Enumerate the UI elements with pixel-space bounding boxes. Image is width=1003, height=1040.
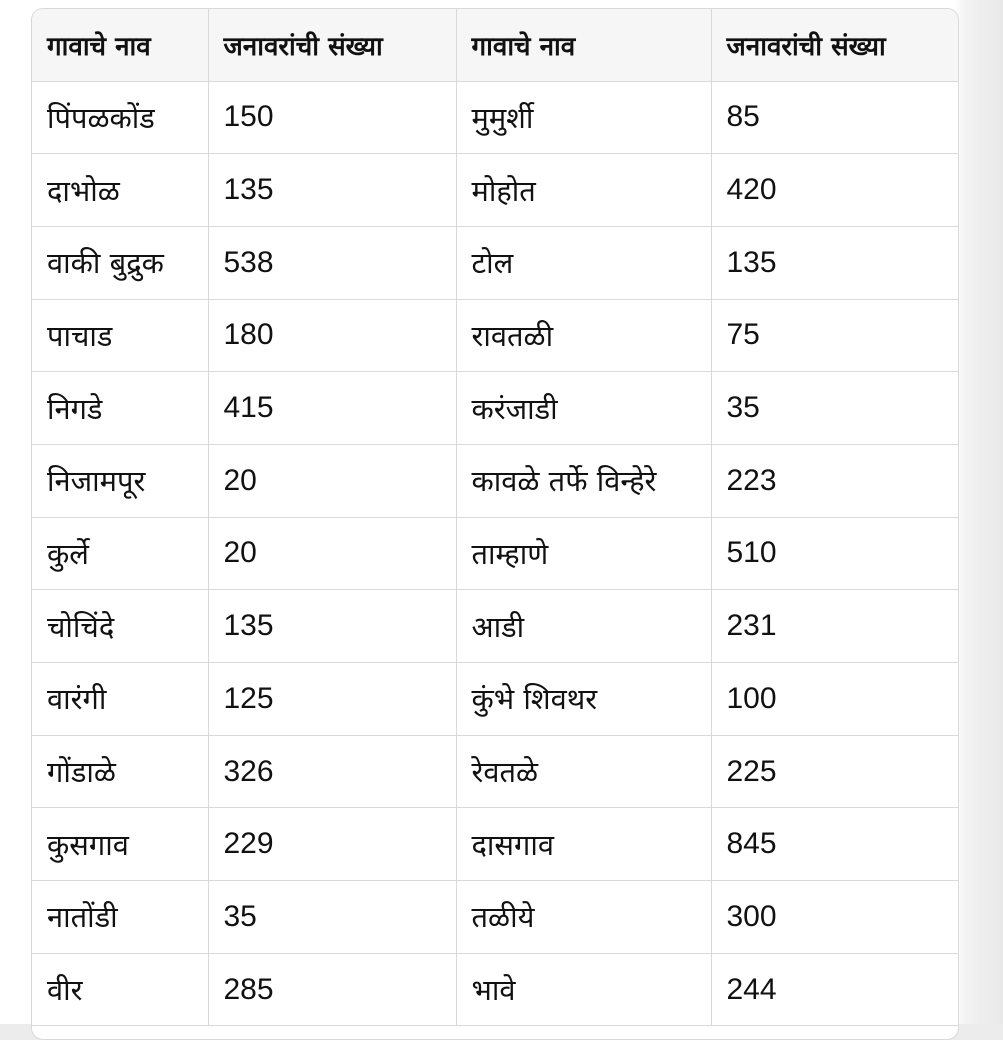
header-livestock-count-right: जनावरांची संख्या [711, 9, 958, 81]
livestock-count-cell: 35 [711, 372, 958, 445]
table-row [32, 590, 958, 663]
table-body [32, 81, 958, 1026]
livestock-count-cell: 223 [711, 444, 958, 517]
table-row [32, 953, 958, 1026]
village-name-cell: आडी [456, 590, 711, 663]
livestock-count-cell: 135 [208, 154, 456, 227]
village-name-cell: दासगाव [456, 808, 711, 881]
village-name-cell: भावे [456, 953, 711, 1026]
village-name-cell: निगडे [32, 372, 208, 445]
header-village-name-left: गावाचे नाव [32, 9, 208, 81]
livestock-count-cell: 20 [208, 444, 456, 517]
livestock-count-cell: 420 [711, 154, 958, 227]
village-name-cell: मोहोत [456, 154, 711, 227]
livestock-count-cell: 231 [711, 590, 958, 663]
livestock-count-cell: 538 [208, 226, 456, 299]
livestock-count-cell: 75 [711, 299, 958, 372]
village-name-cell: निजामपूर [32, 444, 208, 517]
livestock-count-cell: 20 [208, 517, 456, 590]
village-name-cell: रावतळी [456, 299, 711, 372]
village-name-cell: चोचिंदे [32, 590, 208, 663]
livestock-count-cell: 415 [208, 372, 456, 445]
livestock-count-cell: 244 [711, 953, 958, 1026]
livestock-count-cell: 150 [208, 81, 456, 154]
table-row [32, 735, 958, 808]
village-name-cell: गोंडाळे [32, 735, 208, 808]
village-name-cell: दाभोळ [32, 154, 208, 227]
village-name-cell: मुमुर्शी [456, 81, 711, 154]
village-name-cell: वाकी बुद्रुक [32, 226, 208, 299]
village-name-cell: रेवतळे [456, 735, 711, 808]
table-header [32, 9, 958, 81]
village-name-cell: करंजाडी [456, 372, 711, 445]
village-name-cell: पिंपळकोंड [32, 81, 208, 154]
table-row [32, 226, 958, 299]
village-name-cell: पाचाड [32, 299, 208, 372]
livestock-count-cell: 135 [711, 226, 958, 299]
livestock-count-cell: 135 [208, 590, 456, 663]
table-row [32, 808, 958, 881]
table-row [32, 81, 958, 154]
table-row [32, 881, 958, 954]
livestock-count-cell: 300 [711, 881, 958, 954]
village-name-cell: ताम्हाणे [456, 517, 711, 590]
village-livestock-table [32, 9, 958, 1026]
village-name-cell: टोल [456, 226, 711, 299]
table-row [32, 372, 958, 445]
village-name-cell: कुर्ले [32, 517, 208, 590]
livestock-count-cell: 180 [208, 299, 456, 372]
village-name-cell: वारंगी [32, 663, 208, 736]
village-name-cell: कावळे तर्फे विन्हेरे [456, 444, 711, 517]
livestock-count-cell: 125 [208, 663, 456, 736]
village-name-cell: नातोंडी [32, 881, 208, 954]
table-row [32, 444, 958, 517]
livestock-count-cell: 225 [711, 735, 958, 808]
village-name-cell: कुसगाव [32, 808, 208, 881]
village-livestock-table-container [31, 8, 959, 1040]
livestock-count-cell: 285 [208, 953, 456, 1026]
table-row [32, 663, 958, 736]
village-name-cell: कुंभे शिवथर [456, 663, 711, 736]
table-row [32, 299, 958, 372]
livestock-count-cell: 326 [208, 735, 456, 808]
header-village-name-right: गावाचे नाव [456, 9, 711, 81]
village-name-cell: तळीये [456, 881, 711, 954]
livestock-count-cell: 845 [711, 808, 958, 881]
livestock-count-cell: 85 [711, 81, 958, 154]
village-name-cell: वीर [32, 953, 208, 1026]
table-row [32, 154, 958, 227]
header-row [32, 9, 958, 81]
livestock-count-cell: 510 [711, 517, 958, 590]
livestock-count-cell: 229 [208, 808, 456, 881]
table-row [32, 517, 958, 590]
livestock-count-cell: 35 [208, 881, 456, 954]
livestock-count-cell: 100 [711, 663, 958, 736]
header-livestock-count-left: जनावरांची संख्या [208, 9, 456, 81]
